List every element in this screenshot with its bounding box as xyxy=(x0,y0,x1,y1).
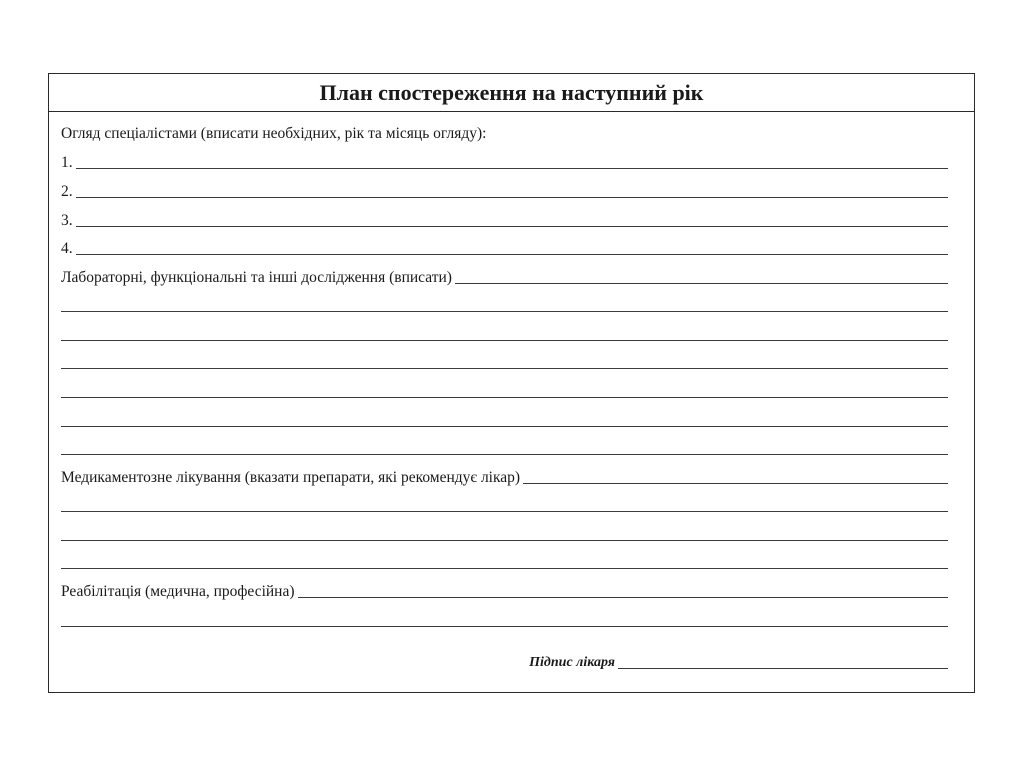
lab-tests-line[interactable] xyxy=(61,432,948,458)
rehabilitation-field[interactable] xyxy=(298,596,948,598)
form-body xyxy=(61,112,948,692)
rehabilitation-row[interactable] xyxy=(61,575,948,601)
lab-tests-field[interactable] xyxy=(61,339,948,341)
specialist-line-number: 1. xyxy=(61,153,73,171)
medication-row[interactable] xyxy=(61,461,948,487)
rehabilitation-field[interactable] xyxy=(61,625,948,627)
specialist-line-number: 4. xyxy=(61,239,73,257)
rehabilitation-line[interactable] xyxy=(61,604,948,630)
medication-label: Медикаментозне лікування (вказати препарати, які рекомендує лікар) xyxy=(61,468,521,486)
lab-tests-field[interactable] xyxy=(61,310,948,312)
specialist-line-field[interactable] xyxy=(76,225,948,227)
doctor-signature-row[interactable] xyxy=(61,646,948,672)
medication-field[interactable] xyxy=(61,539,948,541)
specialist-line-number: 3. xyxy=(61,211,73,229)
signature-field[interactable] xyxy=(618,667,948,669)
lab-tests-line[interactable] xyxy=(61,404,948,430)
lab-tests-label: Лабораторні, функціональні та інші дослідження (вписати) xyxy=(61,268,452,286)
lab-tests-row[interactable] xyxy=(61,261,948,287)
medication-line[interactable] xyxy=(61,546,948,572)
lab-tests-line[interactable] xyxy=(61,375,948,401)
observation-plan-form xyxy=(48,73,975,693)
specialist-line-field[interactable] xyxy=(76,167,948,169)
specialist-line-4[interactable] xyxy=(61,232,948,258)
specialist-line-2[interactable] xyxy=(61,175,948,201)
specialist-line-number: 2. xyxy=(61,182,73,200)
rehabilitation-label: Реабілітація (медична, професійна) xyxy=(61,582,295,600)
medication-line[interactable] xyxy=(61,518,948,544)
lab-tests-line[interactable] xyxy=(61,346,948,372)
lab-tests-field[interactable] xyxy=(61,367,948,369)
signature-label: Підпис лікаря xyxy=(529,655,615,670)
medication-field[interactable] xyxy=(61,510,948,512)
medication-field[interactable] xyxy=(61,567,948,569)
lab-tests-field[interactable] xyxy=(61,396,948,398)
lab-tests-field[interactable] xyxy=(61,425,948,427)
medication-line[interactable] xyxy=(61,489,948,515)
specialists-heading: Огляд спеціалістами (вписати необхідних, рік та місяць огляду): xyxy=(61,125,487,142)
lab-tests-field[interactable] xyxy=(455,282,948,284)
lab-tests-line[interactable] xyxy=(61,318,948,344)
specialist-line-1[interactable] xyxy=(61,146,948,172)
lab-tests-field[interactable] xyxy=(61,453,948,455)
form-title: План спостереження на наступний рік xyxy=(49,74,974,112)
specialist-line-field[interactable] xyxy=(76,196,948,198)
specialist-line-field[interactable] xyxy=(76,253,948,255)
specialist-line-3[interactable] xyxy=(61,204,948,230)
medication-field[interactable] xyxy=(523,482,948,484)
lab-tests-line[interactable] xyxy=(61,289,948,315)
